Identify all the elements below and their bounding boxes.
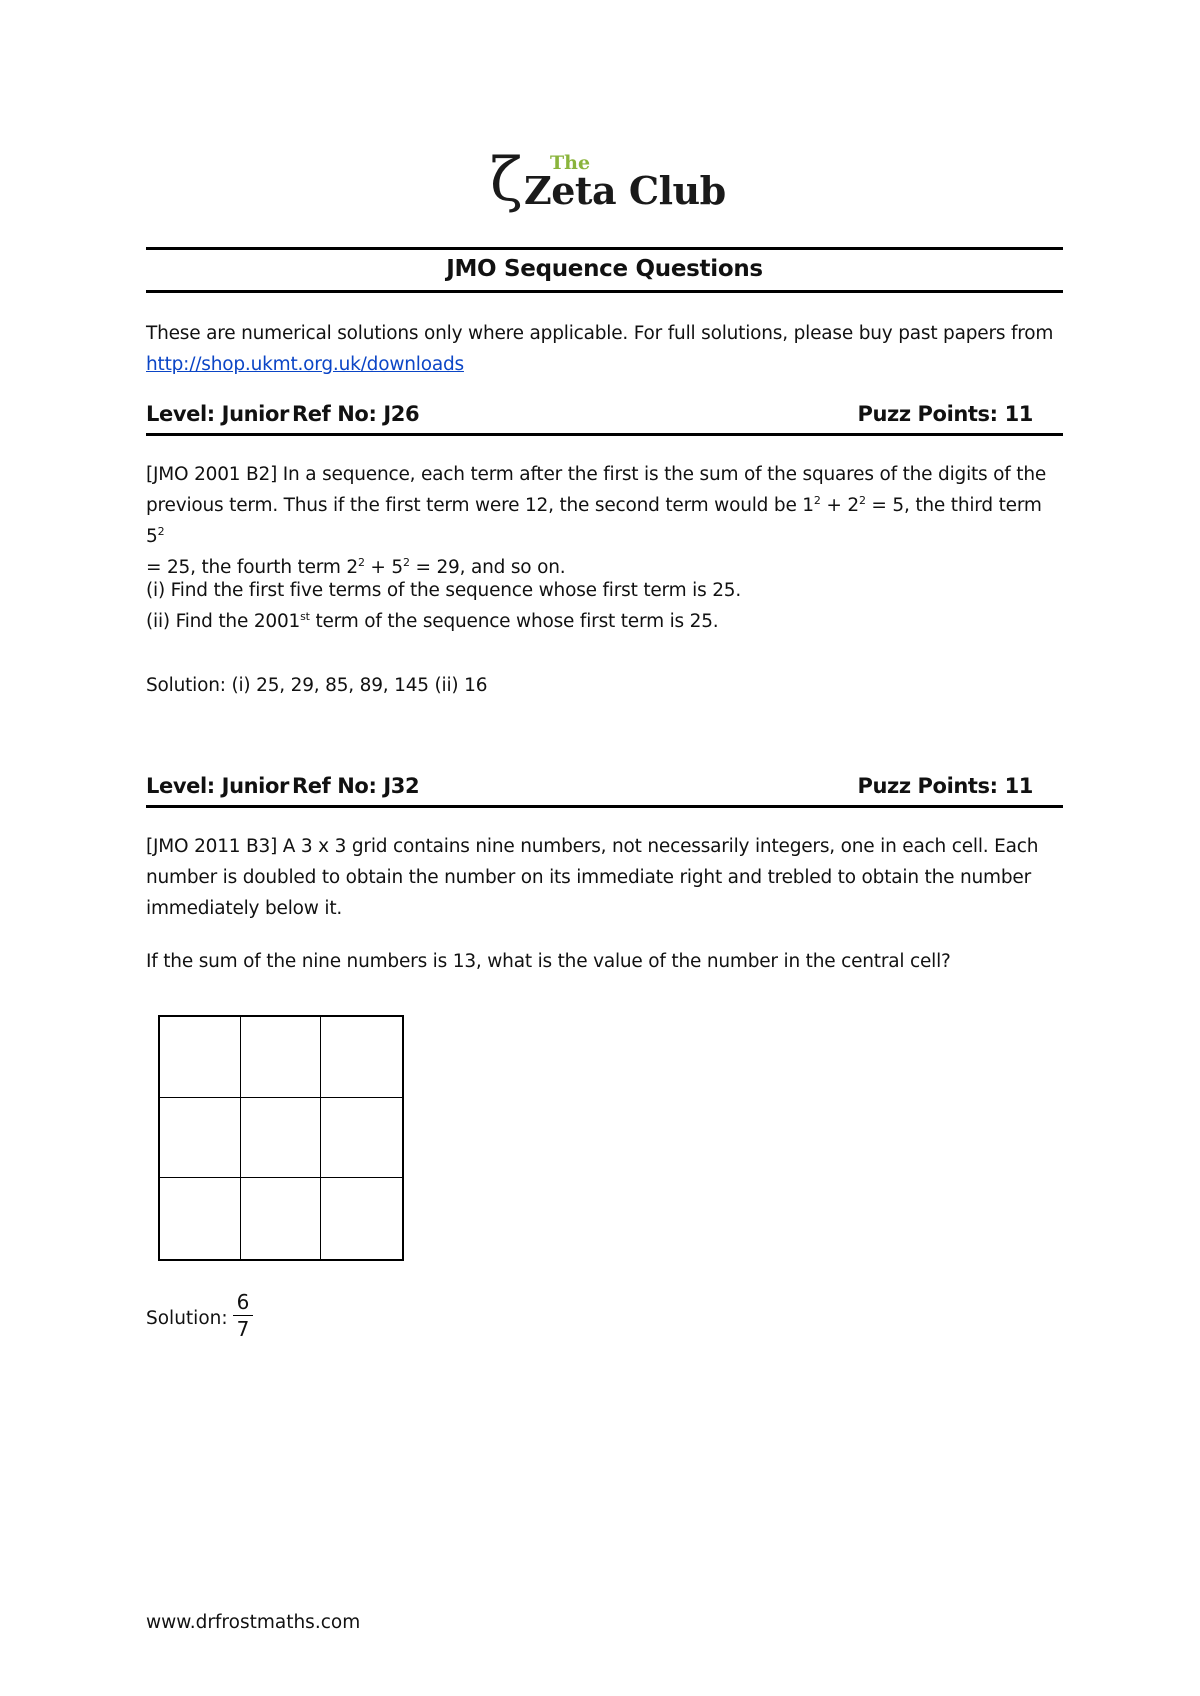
grid-cell — [241, 1178, 322, 1259]
question-2-line-3: immediately below it. — [146, 898, 343, 919]
question-1-line-3c: = 29, and so on. — [409, 557, 566, 578]
superscript-2: 2 — [858, 494, 866, 507]
fraction-numerator: 6 — [233, 1290, 253, 1316]
superscript-2: 2 — [357, 556, 365, 569]
question-1-body — [146, 459, 1063, 583]
superscript-2: 2 — [402, 556, 410, 569]
grid-cell — [321, 1017, 402, 1098]
page-title: JMO Sequence Questions — [446, 256, 763, 282]
grid-cell — [321, 1098, 402, 1179]
solution-fraction — [233, 1290, 253, 1341]
three-by-three-grid — [158, 1015, 404, 1261]
question-2-line-2: number is doubled to obtain the number on its immediate right and trebled to obtain the number — [146, 867, 1031, 888]
question-2-level: Level: Junior — [146, 774, 289, 798]
ukmt-downloads-link[interactable]: http://shop.ukmt.org.uk/downloads — [146, 354, 464, 375]
question-2-rule — [146, 805, 1063, 808]
question-1-points: Puzz Points: 11 — [857, 402, 1033, 426]
question-1-line-1: [JMO 2001 B2] In a sequence, each term after the first is the sum of the squares of the digits of the — [146, 464, 1047, 485]
footer-url: www.drfrostmaths.com — [146, 1612, 361, 1633]
question-2-question: If the sum of the nine numbers is 13, what is the value of the number in the central cell? — [146, 951, 951, 972]
superscript-2: 2 — [813, 494, 821, 507]
question-1-parts — [146, 575, 1063, 637]
solution-label: Solution: — [146, 1308, 228, 1329]
logo-name: Zeta Club — [524, 168, 726, 213]
grid-cell — [321, 1178, 402, 1259]
question-1-level: Level: Junior — [146, 402, 289, 426]
zeta-glyph: ζ — [490, 145, 523, 215]
grid-cell — [160, 1178, 241, 1259]
question-2-points: Puzz Points: 11 — [857, 774, 1033, 798]
superscript-2: 2 — [157, 525, 165, 538]
question-1-rule — [146, 433, 1063, 436]
grid-cell-central — [241, 1098, 322, 1179]
question-1-line-2b: + 2 — [820, 495, 859, 516]
grid-cell — [160, 1017, 241, 1098]
question-1-line-2c: = 5, the third term 5 — [146, 495, 1042, 547]
superscript-st: st — [300, 610, 310, 623]
grid-cell — [160, 1098, 241, 1179]
question-1-part-ii-b: term of the sequence whose first term is 25. — [309, 611, 719, 632]
question-2-ref: Ref No: J32 — [292, 774, 420, 798]
fraction-denominator: 7 — [236, 1317, 250, 1341]
question-1-solution: Solution: (i) 25, 29, 85, 89, 145 (ii) 16 — [146, 675, 488, 696]
intro-text: These are numerical solutions only where applicable. For full solutions, please buy past papers from — [146, 323, 1054, 344]
question-1-part-i: (i) Find the first five terms of the sequence whose first term is 25. — [146, 580, 742, 601]
question-1-part-ii-a: (ii) Find the 2001 — [146, 611, 301, 632]
question-1-line-3b: + 5 — [364, 557, 403, 578]
zeta-club-logo — [490, 145, 726, 225]
grid-cell — [241, 1017, 322, 1098]
question-2-line-1: [JMO 2011 B3] A 3 x 3 grid contains nine numbers, not necessarily integers, one in each cell. Each — [146, 836, 1039, 857]
question-1-line-3a: = 25, the fourth term 2 — [146, 557, 358, 578]
intro-paragraph — [146, 318, 1063, 380]
question-1-header — [146, 402, 1063, 436]
question-1-ref: Ref No: J26 — [292, 402, 420, 426]
title-top-rule — [146, 247, 1063, 250]
title-bottom-rule — [146, 290, 1063, 293]
question-1-line-2a: previous term. Thus if the first term were 12, the second term would be 1 — [146, 495, 814, 516]
question-2-body — [146, 831, 1063, 924]
logo-the: The — [550, 152, 591, 174]
question-2-header — [146, 774, 1063, 808]
